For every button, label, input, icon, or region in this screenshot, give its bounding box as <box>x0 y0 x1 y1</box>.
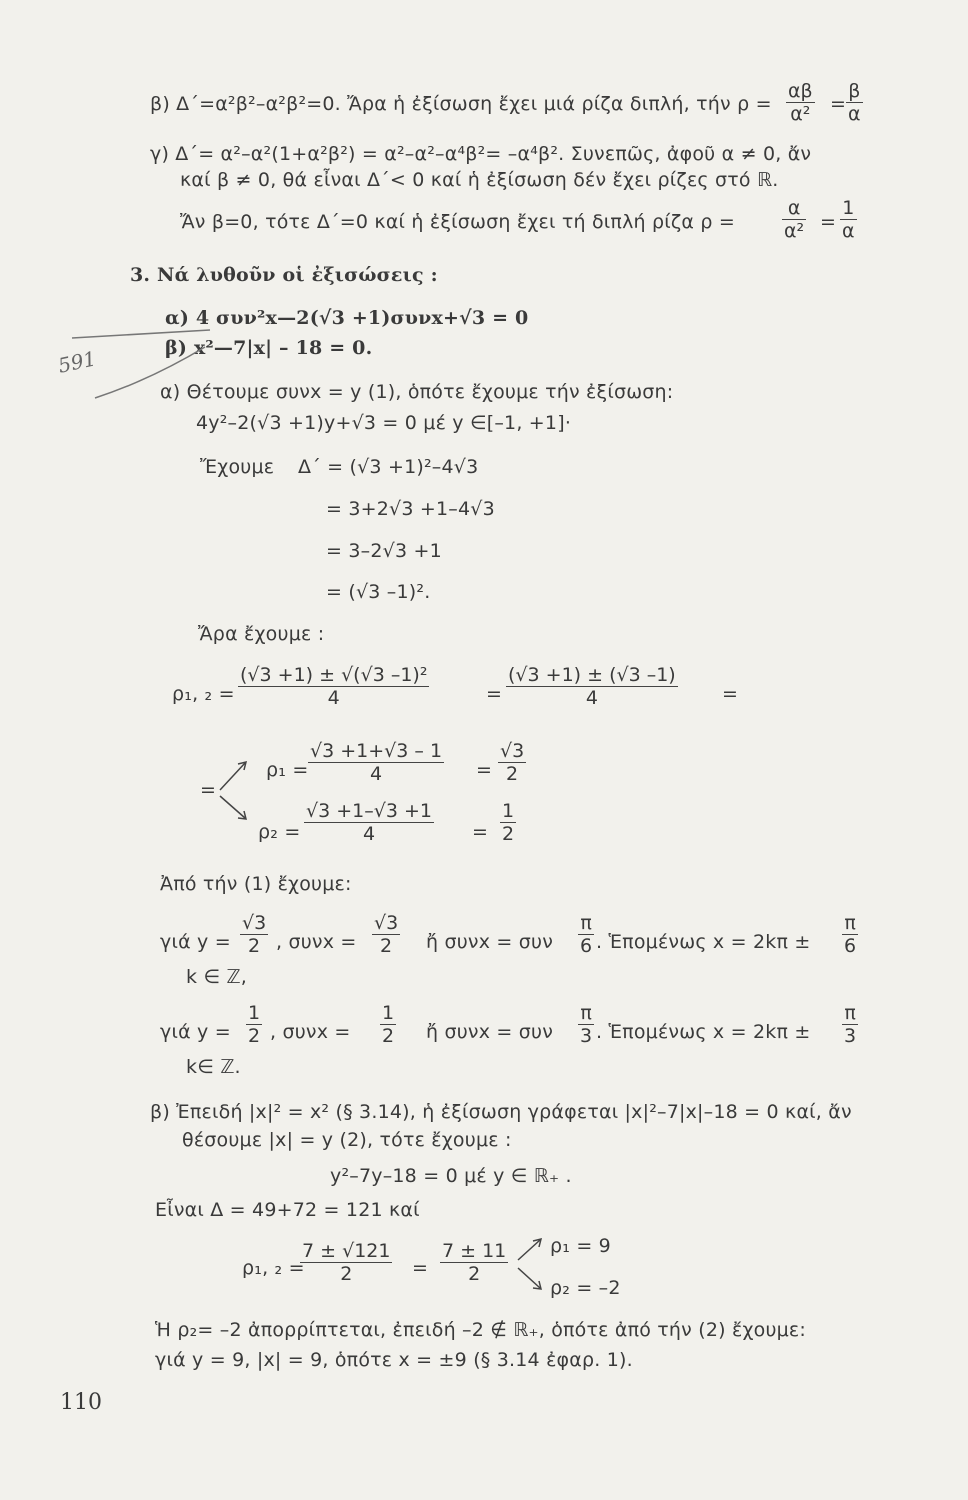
gia1-b: , συνx = <box>276 931 357 953</box>
c-line2: καί β ≠ 0, θά εἶναι Δ΄< 0 καί ἡ ἐξίσωση δέν ἔχει ρίζες στό ℝ. <box>180 169 779 191</box>
rho12b-eq: = <box>412 1257 429 1279</box>
gia2-e: k∈ ℤ. <box>186 1056 241 1078</box>
rho12-frac1: (√3 +1) ± √(√3 –1)² 4 <box>240 664 428 709</box>
delta-line-1: Δ΄ = (√3 +1)²–4√3 <box>298 456 479 478</box>
gia2-f2: 1 2 <box>382 1002 395 1047</box>
b-line1: β) Δ΄=α²β²–α²β²=0. Ἄρα ἡ ἐξίσωση ἔχει μιά ρίζα διπλή, τήν ρ = <box>150 93 772 115</box>
rho1-eq: = <box>476 759 493 781</box>
gia2-f1: 1 2 <box>248 1002 261 1047</box>
rho1b: ρ₁ = 9 <box>550 1235 611 1257</box>
delta-line-3: = 3–2√3 +1 <box>326 540 442 562</box>
margin-note: 591 <box>55 346 99 378</box>
ex3-title: 3. Νά λυθοῦν οἱ ἐξισώσεις : <box>130 264 438 286</box>
rho1-result: √3 2 <box>500 740 525 785</box>
branch-eq: = <box>200 779 217 801</box>
rho2-label: ρ₂ = <box>258 821 301 843</box>
rho12b-f2: 7 ± 11 2 <box>442 1240 507 1285</box>
rho2-frac: √3 +1–√3 +1 4 <box>306 800 432 845</box>
gia2-f3: π 3 <box>580 1002 593 1047</box>
c-eq: = <box>820 211 837 233</box>
delta-line-4: = (√3 –1)². <box>326 581 431 603</box>
gia1-f4: π 6 <box>844 912 857 957</box>
rho2-eq: = <box>472 821 489 843</box>
ara-label: Ἄρα ἔχουμε : <box>198 623 325 645</box>
sol-a2: 4y²–2(√3 +1)y+√3 = 0 μέ y ∈[–1, +1]· <box>196 412 572 434</box>
rho2b: ρ₂ = –2 <box>550 1277 621 1299</box>
apo1: Ἀπό τήν (1) ἔχουμε: <box>160 873 352 895</box>
gia1-a: γιά y = <box>160 931 231 953</box>
gia1-f1: √3 2 <box>242 912 267 957</box>
rho2-result: 1 2 <box>502 800 515 845</box>
rho1-label: ρ₁ = <box>266 759 309 781</box>
rho12-frac2: (√3 +1) ± (√3 –1) 4 <box>508 664 676 709</box>
rho12-eq2: = <box>722 683 739 705</box>
rho1-frac: √3 +1+√3 – 1 4 <box>310 740 443 785</box>
c-line3: Ἄν β=0, τότε Δ΄=0 καί ἡ ἐξίσωση ἔχει τή διπλή ρίζα ρ = <box>180 211 736 233</box>
sol-b1: β) Ἐπειδή |x|² = x² (§ 3.14), ἡ ἐξίσωση γράφεται |x|²–7|x|–18 = 0 καί, ἄν <box>150 1101 852 1123</box>
sol-b2: θέσουμε |x| = y (2), τότε ἔχουμε : <box>182 1129 512 1151</box>
rho12-label: ρ₁, ₂ = <box>172 683 235 705</box>
c-frac1: α α² <box>784 197 805 242</box>
rho12b-f1: 7 ± √121 2 <box>302 1240 391 1285</box>
gia2-f4: π 3 <box>844 1002 857 1047</box>
b-frac2: β α <box>848 80 861 125</box>
gia2-c: ἤ συνx = συν <box>426 1021 554 1043</box>
ex3-b: β) x²—7|x| – 18 = 0. <box>165 337 373 359</box>
ex3-a: α) 4 συν²x—2(√3 +1)συνx+√3 = 0 <box>165 307 529 329</box>
rho12-eq1: = <box>486 683 503 705</box>
sol-b6: γιά y = 9, |x| = 9, ὁπότε x = ±9 (§ 3.14 ἐφαρ. 1). <box>155 1349 633 1371</box>
delta-label: Ἔχουμε <box>200 456 275 478</box>
b-eq: = <box>830 93 847 115</box>
rho12b-label: ρ₁, ₂ = <box>242 1257 305 1279</box>
c-line1: γ) Δ΄= α²–α²(1+α²β²) = α²–α²–α⁴β²= –α⁴β². Συνεπῶς, ἀφοῦ α ≠ 0, ἄν <box>150 143 812 165</box>
gia1-d: . Ἑπομένως x = 2kπ ± <box>596 931 811 953</box>
sol-a1: α) Θέτουμε συνx = y (1), ὁπότε ἔχουμε τήν ἐξίσωση: <box>160 381 674 403</box>
gia1-f2: √3 2 <box>374 912 399 957</box>
gia2-a: γιά y = <box>160 1021 231 1043</box>
gia2-b: , συνx = <box>270 1021 351 1043</box>
gia2-d: . Ἑπομένως x = 2kπ ± <box>596 1021 811 1043</box>
b-frac1: αβ α² <box>788 80 813 125</box>
gia1-c: ἤ συνx = συν <box>426 931 554 953</box>
sol-b5: Ἡ ρ₂= –2 ἀπορρίπτεται, ἐπειδή –2 ∉ ℝ₊, ὁπότε ἀπό τήν (2) ἔχουμε: <box>155 1319 806 1341</box>
gia1-f3: π 6 <box>580 912 593 957</box>
delta-line-2: = 3+2√3 +1–4√3 <box>326 498 495 520</box>
c-frac2: 1 α <box>842 197 855 242</box>
gia1-e: k ∈ ℤ, <box>186 966 248 988</box>
sol-b4: Εἶναι Δ = 49+72 = 121 καί <box>155 1199 420 1221</box>
page-number: 110 <box>60 1390 102 1415</box>
sol-b3: y²–7y–18 = 0 μέ y ∈ ℝ₊ . <box>330 1165 572 1187</box>
